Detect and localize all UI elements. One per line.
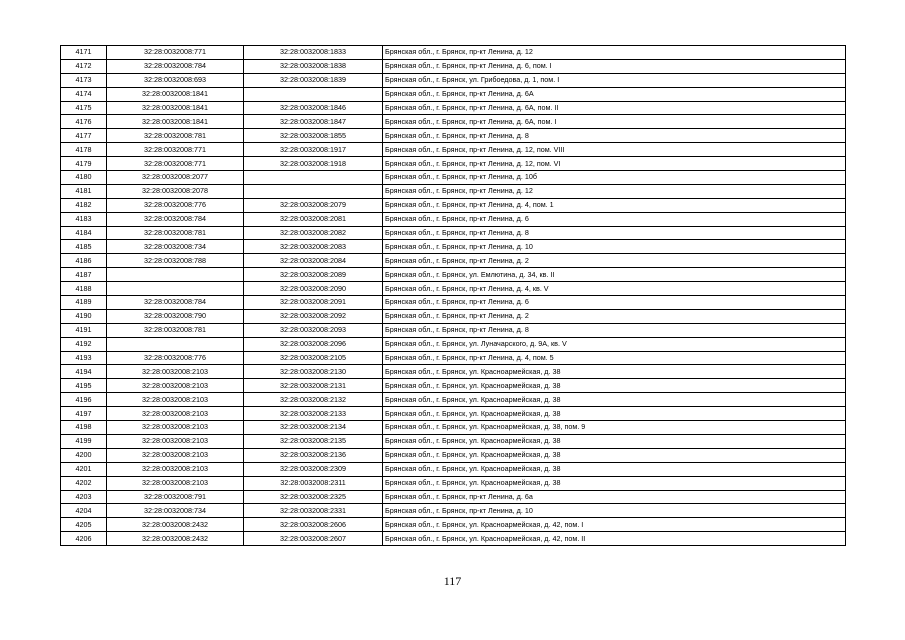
row-number-cell: 4194 [61,365,107,379]
table-row [61,226,846,240]
parent-cadastral-cell: 32:28:0032008:734 [107,240,244,254]
registry-table [60,45,846,546]
row-number-cell: 4190 [61,309,107,323]
cadastral-number-cell: 32:28:0032008:2092 [244,309,383,323]
address-cell: Брянская обл., г. Брянск, пр-кт Ленина, д. 4, пом. 1 [383,198,846,212]
page-number: 117 [443,574,462,588]
table-row [61,323,846,337]
parent-cadastral-cell: 32:28:0032008:1841 [107,87,244,101]
parent-cadastral-cell: 32:28:0032008:2432 [107,532,244,546]
address-cell: Брянская обл., г. Брянск, пр-кт Ленина, д. 6а [383,490,846,504]
address-cell: Брянская обл., г. Брянск, ул. Красноармейская, д. 38 [383,434,846,448]
address-cell: Брянская обл., г. Брянск, ул. Красноармейская, д. 38 [383,379,846,393]
address-cell: Брянская обл., г. Брянск, пр-кт Ленина, д. 6А, пом. I [383,115,846,129]
table-row [61,268,846,282]
address-cell: Брянская обл., г. Брянск, ул. Красноармейская, д. 42, пом. I [383,518,846,532]
row-number-cell: 4183 [61,212,107,226]
parent-cadastral-cell: 32:28:0032008:2103 [107,462,244,476]
table-row [61,240,846,254]
parent-cadastral-cell: 32:28:0032008:2103 [107,421,244,435]
parent-cadastral-cell: 32:28:0032008:2103 [107,365,244,379]
table-row [61,184,846,198]
parent-cadastral-cell: 32:28:0032008:2103 [107,434,244,448]
parent-cadastral-cell: 32:28:0032008:2103 [107,379,244,393]
cadastral-number-cell: 32:28:0032008:2606 [244,518,383,532]
row-number-cell: 4188 [61,282,107,296]
address-cell: Брянская обл., г. Брянск, пр-кт Ленина, д. 8 [383,323,846,337]
cadastral-number-cell: 32:28:0032008:2084 [244,254,383,268]
table-row [61,46,846,60]
parent-cadastral-cell: 32:28:0032008:1841 [107,115,244,129]
address-cell: Брянская обл., г. Брянск, ул. Красноармейская, д. 38 [383,407,846,421]
row-number-cell: 4179 [61,157,107,171]
address-cell: Брянская обл., г. Брянск, ул. Красноармейская, д. 38 [383,393,846,407]
table-row [61,434,846,448]
parent-cadastral-cell: 32:28:0032008:790 [107,309,244,323]
cadastral-number-cell: 32:28:0032008:1855 [244,129,383,143]
row-number-cell: 4189 [61,296,107,310]
cadastral-number-cell: 32:28:0032008:1847 [244,115,383,129]
table-row [61,73,846,87]
row-number-cell: 4201 [61,462,107,476]
parent-cadastral-cell: 32:28:0032008:2103 [107,393,244,407]
parent-cadastral-cell: 32:28:0032008:784 [107,296,244,310]
row-number-cell: 4186 [61,254,107,268]
parent-cadastral-cell: 32:28:0032008:771 [107,143,244,157]
parent-cadastral-cell: 32:28:0032008:2078 [107,184,244,198]
table-row [61,296,846,310]
row-number-cell: 4177 [61,129,107,143]
row-number-cell: 4205 [61,518,107,532]
parent-cadastral-cell: 32:28:0032008:2077 [107,171,244,185]
address-cell: Брянская обл., г. Брянск, пр-кт Ленина, д. 6А [383,87,846,101]
table-row [61,351,846,365]
table-row [61,337,846,351]
parent-cadastral-cell: 32:28:0032008:693 [107,73,244,87]
row-number-cell: 4180 [61,171,107,185]
parent-cadastral-cell: 32:28:0032008:784 [107,212,244,226]
parent-cadastral-cell [107,282,244,296]
table-row [61,532,846,546]
parent-cadastral-cell: 32:28:0032008:734 [107,504,244,518]
table-row [61,518,846,532]
parent-cadastral-cell: 32:28:0032008:2103 [107,407,244,421]
address-cell: Брянская обл., г. Брянск, ул. Грибоедова, д. 1, пом. I [383,73,846,87]
address-cell: Брянская обл., г. Брянск, ул. Емлютина, д. 34, кв. II [383,268,846,282]
cadastral-number-cell: 32:28:0032008:2134 [244,421,383,435]
address-cell: Брянская обл., г. Брянск, ул. Красноармейская, д. 38 [383,462,846,476]
cadastral-number-cell: 32:28:0032008:2079 [244,198,383,212]
address-cell: Брянская обл., г. Брянск, пр-кт Ленина, д. 6А, пом. II [383,101,846,115]
registry-table-body [61,46,846,546]
row-number-cell: 4174 [61,87,107,101]
cadastral-number-cell: 32:28:0032008:2096 [244,337,383,351]
cadastral-number-cell: 32:28:0032008:2105 [244,351,383,365]
cadastral-number-cell: 32:28:0032008:2130 [244,365,383,379]
cadastral-number-cell: 32:28:0032008:2136 [244,448,383,462]
row-number-cell: 4176 [61,115,107,129]
row-number-cell: 4202 [61,476,107,490]
row-number-cell: 4191 [61,323,107,337]
parent-cadastral-cell: 32:28:0032008:781 [107,226,244,240]
cadastral-number-cell: 32:28:0032008:2135 [244,434,383,448]
row-number-cell: 4195 [61,379,107,393]
cadastral-number-cell: 32:28:0032008:2309 [244,462,383,476]
address-cell: Брянская обл., г. Брянск, пр-кт Ленина, д. 8 [383,129,846,143]
row-number-cell: 4198 [61,421,107,435]
address-cell: Брянская обл., г. Брянск, пр-кт Ленина, д. 10 [383,240,846,254]
row-number-cell: 4178 [61,143,107,157]
table-row [61,462,846,476]
parent-cadastral-cell: 32:28:0032008:1841 [107,101,244,115]
cadastral-number-cell: 32:28:0032008:1833 [244,46,383,60]
parent-cadastral-cell: 32:28:0032008:781 [107,129,244,143]
cadastral-number-cell: 32:28:0032008:2093 [244,323,383,337]
table-row [61,171,846,185]
row-number-cell: 4196 [61,393,107,407]
row-number-cell: 4173 [61,73,107,87]
table-row [61,282,846,296]
row-number-cell: 4187 [61,268,107,282]
cadastral-number-cell: 32:28:0032008:2325 [244,490,383,504]
parent-cadastral-cell: 32:28:0032008:791 [107,490,244,504]
row-number-cell: 4172 [61,59,107,73]
table-row [61,157,846,171]
parent-cadastral-cell: 32:28:0032008:776 [107,198,244,212]
table-row [61,379,846,393]
table-row [61,198,846,212]
cadastral-number-cell [244,171,383,185]
table-row [61,365,846,379]
row-number-cell: 4200 [61,448,107,462]
address-cell: Брянская обл., г. Брянск, ул. Красноармейская, д. 38 [383,365,846,379]
parent-cadastral-cell: 32:28:0032008:2103 [107,448,244,462]
address-cell: Брянская обл., г. Брянск, пр-кт Ленина, д. 4, пом. 5 [383,351,846,365]
address-cell: Брянская обл., г. Брянск, пр-кт Ленина, д. 6 [383,296,846,310]
address-cell: Брянская обл., г. Брянск, пр-кт Ленина, д. 4, кв. V [383,282,846,296]
address-cell: Брянская обл., г. Брянск, пр-кт Ленина, д. 6, пом. I [383,59,846,73]
table-row [61,59,846,73]
parent-cadastral-cell [107,337,244,351]
parent-cadastral-cell [107,268,244,282]
address-cell: Брянская обл., г. Брянск, пр-кт Ленина, д. 6 [383,212,846,226]
cadastral-number-cell: 32:28:0032008:1918 [244,157,383,171]
cadastral-number-cell: 32:28:0032008:2081 [244,212,383,226]
table-row [61,212,846,226]
cadastral-number-cell: 32:28:0032008:2607 [244,532,383,546]
address-cell: Брянская обл., г. Брянск, пр-кт Ленина, д. 10 [383,504,846,518]
cadastral-number-cell: 32:28:0032008:1839 [244,73,383,87]
cadastral-number-cell: 32:28:0032008:1838 [244,59,383,73]
address-cell: Брянская обл., г. Брянск, пр-кт Ленина, д. 12, пом. VIII [383,143,846,157]
address-cell: Брянская обл., г. Брянск, ул. Красноармейская, д. 38 [383,448,846,462]
table-row [61,101,846,115]
address-cell: Брянская обл., г. Брянск, пр-кт Ленина, д. 2 [383,309,846,323]
address-cell: Брянская обл., г. Брянск, пр-кт Ленина, д. 2 [383,254,846,268]
cadastral-number-cell: 32:28:0032008:2091 [244,296,383,310]
table-row [61,143,846,157]
row-number-cell: 4192 [61,337,107,351]
parent-cadastral-cell: 32:28:0032008:776 [107,351,244,365]
parent-cadastral-cell: 32:28:0032008:788 [107,254,244,268]
parent-cadastral-cell: 32:28:0032008:771 [107,157,244,171]
table-row [61,129,846,143]
row-number-cell: 4171 [61,46,107,60]
address-cell: Брянская обл., г. Брянск, пр-кт Ленина, д. 12, пом. VI [383,157,846,171]
address-cell: Брянская обл., г. Брянск, пр-кт Ленина, д. 10б [383,171,846,185]
cadastral-number-cell [244,184,383,198]
cadastral-number-cell: 32:28:0032008:2082 [244,226,383,240]
cadastral-number-cell: 32:28:0032008:1917 [244,143,383,157]
table-row [61,254,846,268]
cadastral-number-cell [244,87,383,101]
row-number-cell: 4184 [61,226,107,240]
table-row [61,421,846,435]
row-number-cell: 4193 [61,351,107,365]
address-cell: Брянская обл., г. Брянск, пр-кт Ленина, д. 12 [383,184,846,198]
table-row [61,407,846,421]
parent-cadastral-cell: 32:28:0032008:771 [107,46,244,60]
address-cell: Брянская обл., г. Брянск, ул. Красноармейская, д. 42, пом. II [383,532,846,546]
cadastral-number-cell: 32:28:0032008:2131 [244,379,383,393]
table-row [61,87,846,101]
row-number-cell: 4182 [61,198,107,212]
table-row [61,115,846,129]
row-number-cell: 4199 [61,434,107,448]
table-row [61,476,846,490]
row-number-cell: 4181 [61,184,107,198]
address-cell: Брянская обл., г. Брянск, ул. Красноармейская, д. 38 [383,476,846,490]
table-row [61,448,846,462]
table-row [61,490,846,504]
address-cell: Брянская обл., г. Брянск, ул. Луначарского, д. 9А, кв. V [383,337,846,351]
cadastral-number-cell: 32:28:0032008:2083 [244,240,383,254]
cadastral-number-cell: 32:28:0032008:1846 [244,101,383,115]
row-number-cell: 4206 [61,532,107,546]
row-number-cell: 4204 [61,504,107,518]
table-row [61,309,846,323]
row-number-cell: 4203 [61,490,107,504]
address-cell: Брянская обл., г. Брянск, ул. Красноармейская, д. 38, пом. 9 [383,421,846,435]
row-number-cell: 4175 [61,101,107,115]
parent-cadastral-cell: 32:28:0032008:2432 [107,518,244,532]
table-row [61,504,846,518]
cadastral-number-cell: 32:28:0032008:2090 [244,282,383,296]
parent-cadastral-cell: 32:28:0032008:2103 [107,476,244,490]
address-cell: Брянская обл., г. Брянск, пр-кт Ленина, д. 12 [383,46,846,60]
row-number-cell: 4197 [61,407,107,421]
table-row [61,393,846,407]
cadastral-number-cell: 32:28:0032008:2089 [244,268,383,282]
parent-cadastral-cell: 32:28:0032008:781 [107,323,244,337]
address-cell: Брянская обл., г. Брянск, пр-кт Ленина, д. 8 [383,226,846,240]
cadastral-number-cell: 32:28:0032008:2311 [244,476,383,490]
cadastral-number-cell: 32:28:0032008:2132 [244,393,383,407]
row-number-cell: 4185 [61,240,107,254]
cadastral-number-cell: 32:28:0032008:2133 [244,407,383,421]
cadastral-number-cell: 32:28:0032008:2331 [244,504,383,518]
parent-cadastral-cell: 32:28:0032008:784 [107,59,244,73]
